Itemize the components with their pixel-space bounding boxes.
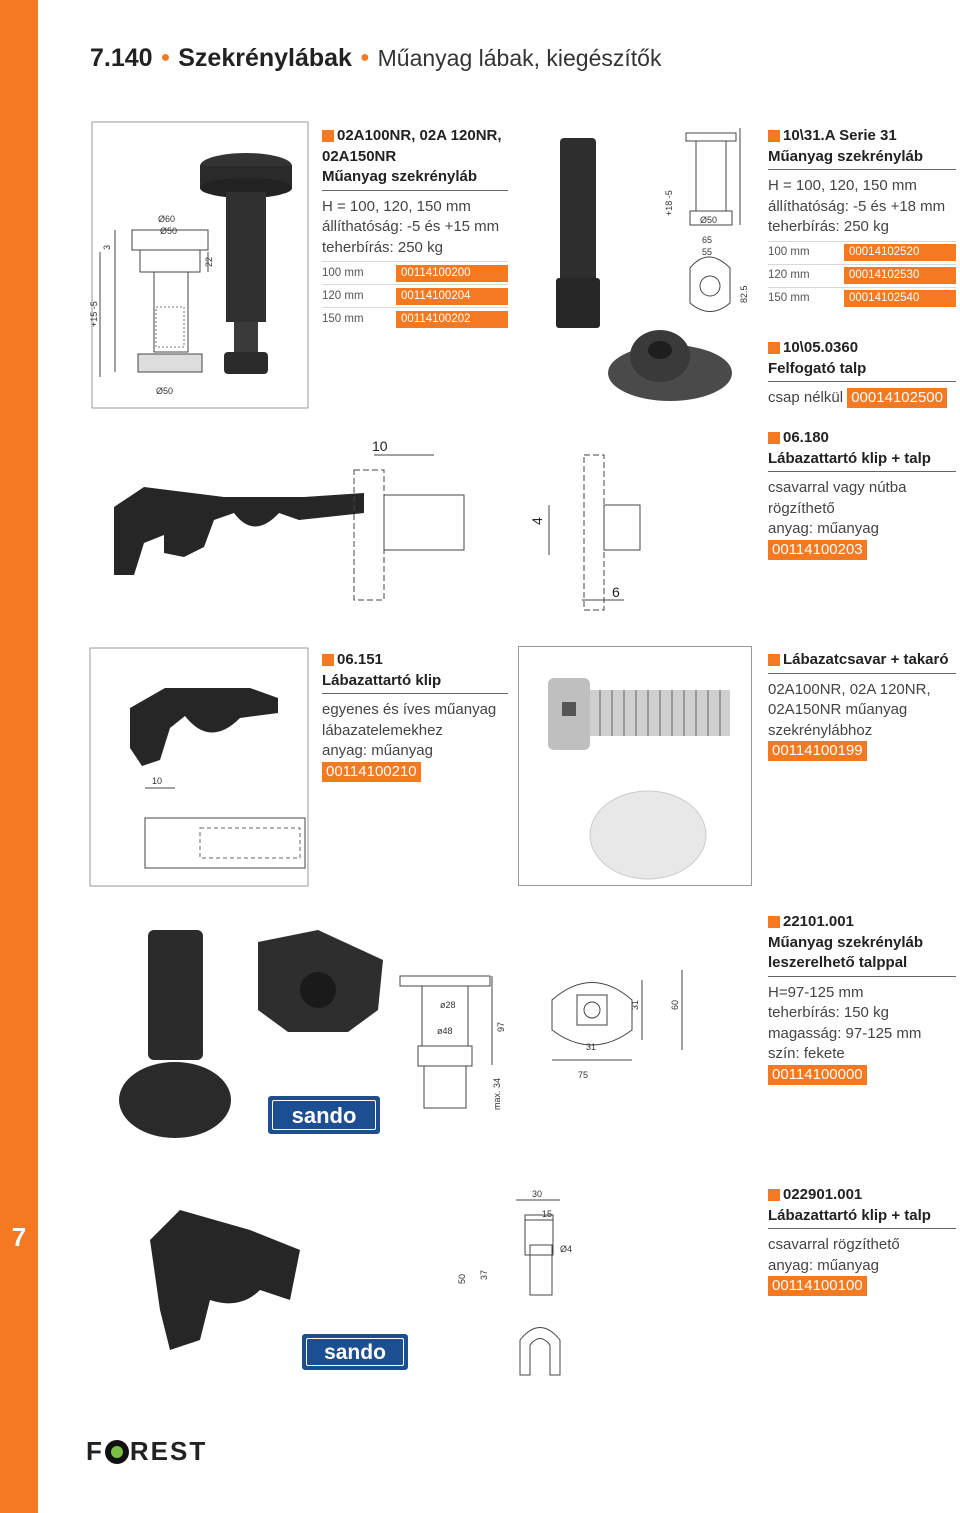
article-number: 00114100203: [768, 540, 867, 560]
dim-label: 10: [152, 776, 163, 786]
spec-line: lábazatelemekhez: [322, 721, 443, 739]
article-number: 00114100204: [396, 288, 508, 305]
spec-line: [768, 388, 956, 409]
article-number: 00114100000: [768, 1065, 867, 1085]
spec-line: csavarral rögzíthető: [768, 1236, 900, 1253]
article-number: 00114100210: [322, 762, 421, 782]
product-card-felfogato-talp: [768, 338, 956, 409]
dim-label: Ø50: [700, 215, 718, 225]
square-bullet-icon: [768, 916, 780, 928]
article-number: 00114100100: [768, 1276, 867, 1296]
variant-size: 100 mm: [768, 246, 810, 259]
article-number: 00014102500: [847, 388, 947, 408]
dim-label: 15: [542, 1209, 553, 1219]
product-card-labazatcsavar: [768, 650, 956, 762]
spec-line: H = 100, 120, 150 mm: [322, 197, 471, 215]
dim-label: 82.5: [739, 285, 749, 303]
square-bullet-icon: [322, 130, 334, 142]
table-row: [322, 284, 508, 307]
logo-text-left: F: [86, 1436, 104, 1466]
spec-line: szekrénylábhoz: [768, 721, 873, 739]
screw-and-cap-image: [540, 660, 740, 880]
product-card-022901: [768, 1185, 956, 1297]
product-code: [322, 126, 508, 147]
dim-label: 55: [702, 247, 713, 257]
spec-line: állíthatóság: -5 és +18 mm: [768, 197, 946, 215]
sando-brand-badge: [302, 1334, 408, 1370]
product-code-text: Lábazatcsavar + takaró: [783, 651, 949, 668]
product-card-serie31: [768, 126, 956, 310]
spec-line: magasság: 97-125 mm: [768, 1024, 922, 1042]
variant-size: 120 mm: [322, 289, 364, 302]
spec-line: anyag: műanyag: [768, 520, 879, 537]
spec-line: teherbírás: 150 kg: [768, 1004, 889, 1021]
square-bullet-icon: [768, 342, 780, 354]
forest-logo: [86, 1436, 207, 1467]
table-row: [322, 261, 508, 284]
page-heading: Szekrénylábak: [178, 44, 352, 72]
dim-label: 30: [532, 1189, 543, 1199]
spec-line: H=97-125 mm: [768, 983, 864, 1001]
page-subheading: Műanyag lábak, kiegészítők: [377, 45, 662, 71]
spec-line: állíthatóság: -5 és +15 mm: [322, 218, 500, 235]
product-name: Műanyag szekrényláb: [768, 147, 956, 171]
square-bullet-icon: [768, 432, 780, 444]
article-row: [768, 1276, 956, 1297]
spec-line: szín: fekete: [768, 1045, 845, 1062]
product-code-text: 022901.001: [783, 1186, 863, 1203]
product-name: Lábazattartó klip + talp: [768, 449, 956, 473]
variant-table: [768, 241, 956, 310]
spec-line: H = 100, 120, 150 mm: [768, 177, 917, 194]
spec-line: teherbírás: 250 kg: [768, 218, 889, 235]
sando-badge-text: sando: [306, 1338, 404, 1366]
spec-line: rögzíthető: [768, 499, 835, 517]
variant-size: 150 mm: [322, 312, 364, 325]
product-code: [768, 428, 956, 449]
product-card-06151: [322, 650, 508, 782]
product-code-text: 22101.001: [783, 913, 854, 930]
sando-badge-text: sando: [272, 1100, 376, 1130]
product-code: [768, 650, 956, 671]
product-name: Műanyag szekrényláb: [768, 933, 924, 951]
dim-label: 97: [496, 1021, 506, 1032]
dim-label: Ø50: [160, 226, 178, 236]
article-row: [768, 741, 956, 762]
dim-label: Ø4: [560, 1244, 573, 1254]
spec-line: anyag: műanyag: [768, 1256, 879, 1274]
square-bullet-icon: [322, 654, 334, 666]
spec-label: csap nélkül: [768, 389, 844, 406]
product-code: [322, 650, 508, 671]
spec-line: 02A100NR, 02A 120NR,: [768, 680, 931, 698]
dim-label: max. 34: [492, 1077, 502, 1110]
article-number: 00114100199: [768, 741, 867, 761]
variant-size: 150 mm: [768, 292, 810, 305]
dim-label: 22: [204, 256, 214, 267]
dim-label: +15 -5: [89, 301, 99, 327]
spec-line: anyag: műanyag: [322, 742, 433, 759]
sando-brand-badge: [268, 1096, 380, 1134]
dim-label: 6: [612, 584, 620, 600]
dim-label: +18 -5: [664, 190, 674, 216]
bullet-icon: ●: [160, 49, 171, 66]
product-card-22101: [768, 912, 956, 1085]
table-row: [768, 287, 956, 310]
article-number: 00114100200: [396, 265, 508, 282]
dim-label: 10: [372, 438, 388, 454]
dim-label: Ø60: [158, 214, 176, 224]
section-number: 7: [11, 1222, 27, 1252]
spec-line: teherbírás: 250 kg: [322, 238, 443, 256]
clip-drawing-2: [90, 648, 310, 888]
product-code: [768, 126, 956, 147]
product-code: [768, 912, 956, 933]
product-code: [768, 1185, 956, 1206]
product-code: [768, 338, 956, 359]
article-number: 00014102540: [844, 290, 956, 307]
product-code-text: 10\31.A Serie 31: [783, 127, 897, 144]
dim-label: 75: [578, 1070, 589, 1080]
dim-label: 65: [702, 235, 713, 245]
article-number: 00014102520: [844, 244, 956, 261]
spec-line: 02A150NR műanyag: [768, 701, 908, 718]
table-row: [322, 307, 508, 330]
variant-size: 100 mm: [322, 266, 364, 279]
dim-label: 4: [529, 517, 545, 525]
product-code-text: 02A100NR, 02A 120NR,: [337, 127, 502, 144]
variant-table: [322, 261, 508, 330]
table-row: [768, 241, 956, 264]
product-code-text: 10\05.0360: [783, 339, 859, 356]
page-title: [90, 44, 661, 73]
dim-label: 31: [630, 999, 640, 1010]
leg-drawing-2: [540, 128, 755, 418]
dim-label: 3: [102, 244, 112, 250]
dim-label: 50: [457, 1273, 467, 1284]
dim-label: ø48: [437, 1026, 453, 1036]
product-name: Lábazattartó klip + talp: [768, 1206, 956, 1230]
product-name: Felfogató talp: [768, 359, 956, 383]
article-number: 00114100202: [396, 311, 508, 328]
leg-dimension-drawing: [392, 960, 722, 1120]
logo-circle-icon: [105, 1440, 129, 1464]
square-bullet-icon: [768, 654, 780, 666]
section-color-bar: [0, 0, 38, 1513]
product-code-text: 06.180: [783, 429, 829, 446]
bullet-icon: ●: [359, 49, 370, 66]
product-code-line2: 02A150NR: [322, 147, 397, 165]
spec-line: egyenes és íves műanyag: [322, 701, 497, 718]
square-bullet-icon: [768, 1189, 780, 1201]
divider: [768, 671, 956, 674]
dim-label: 31: [586, 1042, 597, 1052]
square-bullet-icon: [768, 130, 780, 142]
dim-label: Ø50: [156, 386, 174, 396]
article-row: [322, 762, 508, 783]
leg-drawing-1: [80, 122, 310, 410]
dim-label: 37: [479, 1269, 489, 1280]
table-row: [768, 264, 956, 287]
product-name: Lábazattartó klip: [322, 671, 508, 695]
article-number: 00014102530: [844, 267, 956, 284]
page-number: 7.140: [90, 44, 153, 72]
product-name: Műanyag szekrényláb: [322, 167, 508, 191]
article-row: [768, 540, 956, 561]
product-card-02a100nr: [322, 126, 508, 330]
article-row: [768, 1065, 956, 1086]
product-code-text: 06.151: [337, 651, 383, 668]
dim-label: ø28: [440, 1000, 456, 1010]
spec-line: csavarral vagy nútba: [768, 479, 907, 496]
product-name-line2: leszerelhető talppal: [768, 953, 956, 977]
dim-label: 60: [670, 999, 680, 1010]
logo-text-right: REST: [129, 1436, 208, 1466]
variant-size: 120 mm: [768, 269, 810, 282]
product-card-06180: [768, 428, 956, 560]
clip-drawing-1: [104, 425, 644, 615]
